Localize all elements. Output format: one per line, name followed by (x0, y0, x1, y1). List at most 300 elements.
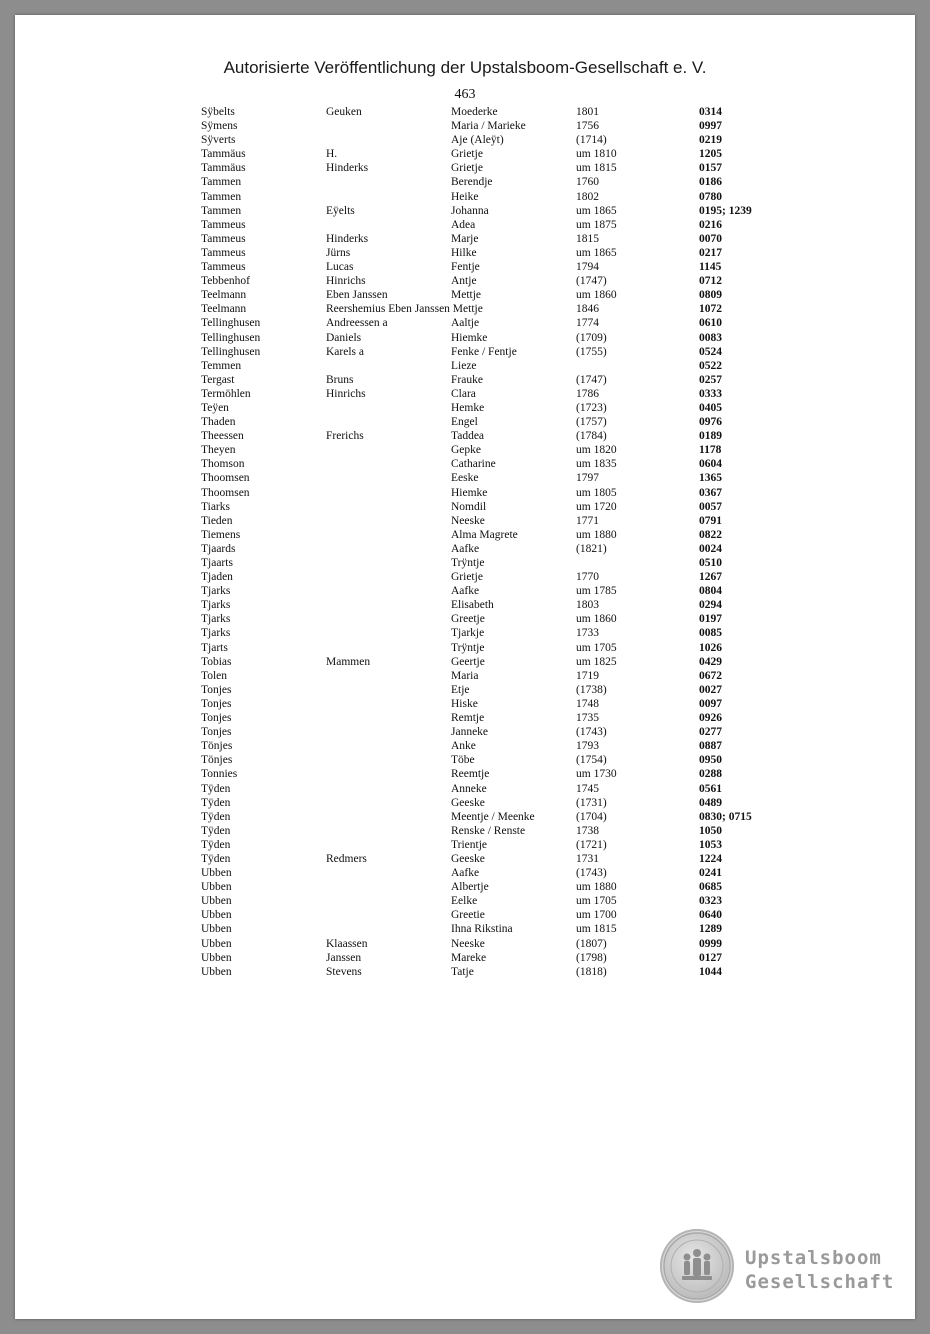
register-row (15, 894, 915, 908)
entry-reference-number: 0195; 1239 (699, 204, 752, 217)
entry-year: um 1835 (576, 458, 617, 471)
entry-reference-number: 0027 (699, 683, 722, 696)
entry-surname: Thomson (201, 458, 245, 471)
entry-year: um 1810 (576, 148, 617, 161)
entry-surname: Tonjes (201, 726, 232, 739)
entry-first-name: Aafke (451, 585, 480, 598)
entry-patronym: Jürns (326, 246, 351, 259)
entry-surname: Sÿverts (201, 134, 236, 147)
entry-first-name: Berendje (451, 176, 493, 189)
entry-reference-number: 0127 (699, 951, 722, 964)
register-row (15, 598, 915, 612)
entry-first-name: Hiemke (451, 486, 488, 499)
entry-first-name: Aje (Aleÿt) (451, 134, 504, 147)
entry-year: 1719 (576, 669, 599, 682)
entry-first-name: Maria / Marieke (451, 120, 526, 133)
entry-surname: Tjaden (201, 571, 233, 584)
entry-year: (1747) (576, 275, 607, 288)
entry-first-name: Alma Magrete (451, 528, 518, 541)
entry-surname: Tammeus (201, 261, 246, 274)
entry-first-name: Hemke (451, 401, 485, 414)
entry-surname: Temmen (201, 359, 242, 372)
entry-surname: Tellinghusen (201, 317, 261, 330)
entry-reference-number: 1267 (699, 571, 722, 584)
entry-patronym: Lucas (326, 261, 354, 274)
entry-year: um 1880 (576, 881, 617, 894)
entry-first-name: Renske / Renste (451, 824, 526, 837)
register-row (15, 556, 915, 570)
register-row (15, 951, 915, 965)
entry-first-name: Geeske (451, 852, 485, 865)
entry-year: (1784) (576, 430, 607, 443)
entry-reference-number: 0712 (699, 275, 722, 288)
entry-surname: Tjarks (201, 613, 231, 626)
entry-first-name: Frauke (451, 373, 483, 386)
entry-first-name: Nomdil (451, 500, 487, 513)
entry-surname: Tammen (201, 204, 242, 217)
entry-reference-number: 0685 (699, 881, 722, 894)
entry-surname: Thoomsen (201, 486, 250, 499)
register-row (15, 429, 915, 443)
entry-first-name: Moederke (451, 106, 498, 118)
entry-first-name: Trÿntje (451, 557, 485, 569)
entry-reference-number: 0610 (699, 317, 722, 330)
entry-first-name: Grietje (451, 162, 483, 175)
document-page (15, 15, 915, 1319)
register-row (15, 697, 915, 711)
entry-year: um 1820 (576, 444, 617, 457)
register-row (15, 908, 915, 922)
entry-surname: Tÿden (201, 796, 231, 809)
register-row (15, 246, 915, 260)
entry-first-name: Trÿntje (451, 641, 485, 654)
register-row (15, 626, 915, 640)
entry-surname: Tÿden (201, 852, 231, 865)
entry-reference-number: 0640 (699, 909, 722, 922)
entry-first-name: Remtje (451, 712, 485, 725)
entry-year: (1807) (576, 937, 607, 950)
entry-year: um 1825 (576, 655, 617, 668)
register-row (15, 739, 915, 753)
entry-year: (1714) (576, 134, 607, 147)
entry-year: (1754) (576, 754, 607, 767)
entry-surname: Teÿen (201, 401, 229, 414)
entry-year: um 1720 (576, 500, 617, 513)
entry-surname: Termöhlen (201, 387, 251, 400)
entry-surname: Tergast (201, 373, 235, 386)
entry-reference-number: 0999 (699, 937, 722, 950)
register-row (15, 880, 915, 894)
entry-surname: Tönjes (201, 754, 233, 767)
entry-year: 1735 (576, 712, 599, 725)
entry-patronym: Hinderks (326, 162, 369, 175)
entry-surname: Ubben (201, 909, 232, 922)
entry-surname: Tolen (201, 669, 228, 682)
entry-reference-number: 0822 (699, 528, 722, 541)
entry-year: 1815 (576, 232, 599, 245)
entry-year: (1757) (576, 416, 607, 429)
entry-year: um 1865 (576, 246, 617, 259)
entry-reference-number: 0524 (699, 345, 722, 358)
register-row (15, 810, 915, 824)
register-row (15, 232, 915, 246)
entry-year: 1771 (576, 514, 599, 527)
entry-year: (1709) (576, 331, 607, 344)
entry-year: (1755) (576, 345, 607, 358)
entry-first-name: Fenke / Fentje (451, 345, 517, 358)
entry-reference-number: 0070 (699, 232, 722, 245)
entry-first-name: Aafke (451, 542, 480, 555)
entry-year: 1745 (576, 782, 599, 795)
entry-reference-number: 0314 (699, 106, 722, 118)
register-row (15, 655, 915, 669)
register-row (15, 316, 915, 330)
entry-surname: Tammäus (201, 162, 246, 175)
watermark-line-1: Upstalsboom (745, 1247, 882, 1269)
entry-surname: Sÿbelts (201, 106, 235, 118)
entry-reference-number: 0561 (699, 782, 722, 795)
name-register-list (15, 105, 915, 979)
entry-first-name: Ihna Rikstina (451, 923, 513, 936)
entry-surname: Tammen (201, 176, 242, 189)
register-row (15, 345, 915, 359)
register-row (15, 528, 915, 542)
entry-reference-number: 1178 (699, 444, 722, 457)
entry-surname: Tjarks (201, 599, 231, 612)
register-row (15, 204, 915, 218)
register-row (15, 302, 915, 316)
register-row (15, 711, 915, 725)
entry-reference-number: 1145 (699, 261, 722, 274)
register-row (15, 767, 915, 781)
entry-year: 1794 (576, 261, 599, 274)
entry-reference-number: 0804 (699, 585, 722, 598)
entry-patronym: Reershemius Eben Janssen Mettje (326, 303, 483, 316)
entry-reference-number: 1050 (699, 824, 722, 837)
register-row (15, 415, 915, 429)
entry-surname: Tiarks (201, 500, 230, 513)
entry-patronym: Bruns (326, 373, 354, 386)
entry-surname: Sÿmens (201, 120, 238, 133)
entry-reference-number: 1044 (699, 965, 722, 978)
register-row (15, 866, 915, 880)
entry-surname: Tönjes (201, 740, 233, 753)
entry-first-name: Tatje (451, 965, 474, 978)
page-number: 463 (454, 87, 476, 102)
entry-surname: Tjarks (201, 627, 231, 640)
entry-surname: Ubben (201, 965, 232, 978)
entry-year: 1846 (576, 303, 599, 316)
register-row (15, 471, 915, 485)
register-row (15, 147, 915, 161)
entry-reference-number: 0085 (699, 627, 722, 640)
entry-reference-number: 0405 (699, 401, 722, 414)
entry-patronym: Hinderks (326, 232, 369, 245)
entry-first-name: Heike (451, 190, 479, 203)
entry-surname: Tellinghusen (201, 331, 261, 344)
entry-year: 1756 (576, 120, 599, 133)
register-row (15, 500, 915, 514)
entry-surname: Teelmann (201, 303, 247, 316)
entry-year: 1797 (576, 472, 599, 485)
entry-surname: Tÿden (201, 810, 231, 823)
entry-first-name: Etje (451, 683, 470, 696)
entry-patronym: Redmers (326, 852, 367, 865)
entry-surname: Ubben (201, 895, 232, 908)
entry-reference-number: 0780 (699, 190, 722, 203)
register-row (15, 331, 915, 345)
entry-first-name: Hiemke (451, 331, 488, 344)
entry-year: (1704) (576, 810, 607, 823)
entry-surname: Tobias (201, 655, 232, 668)
watermark-logo (745, 1246, 894, 1294)
entry-surname: Tjarks (201, 585, 231, 598)
register-row (15, 274, 915, 288)
register-row (15, 612, 915, 626)
entry-surname: Tonjes (201, 683, 232, 696)
register-row (15, 457, 915, 471)
entry-reference-number: 0976 (699, 416, 722, 429)
entry-year: (1721) (576, 838, 607, 851)
entry-surname: Tjaarts (201, 557, 233, 569)
entry-first-name: Mareke (451, 951, 487, 964)
entry-reference-number: 0083 (699, 331, 722, 344)
entry-surname: Teelmann (201, 289, 247, 302)
entry-reference-number: 0830; 0715 (699, 810, 752, 823)
entry-first-name: Anneke (451, 782, 487, 795)
entry-surname: Tebbenhof (201, 275, 251, 288)
entry-patronym: Klaassen (326, 937, 368, 950)
entry-first-name: Catharine (451, 458, 496, 471)
register-row (15, 570, 915, 584)
entry-patronym: Geuken (326, 106, 362, 118)
entry-first-name: Albertje (451, 881, 489, 894)
entry-year: 1760 (576, 176, 599, 189)
entry-reference-number: 0809 (699, 289, 722, 302)
entry-year: um 1730 (576, 768, 617, 781)
entry-first-name: Grietje (451, 148, 483, 161)
publication-header: Autorisierte Veröffentlichung der Upstalsboom-Gesellschaft e. V. (223, 58, 707, 77)
entry-year: 1801 (576, 106, 599, 118)
register-row (15, 260, 915, 274)
entry-year: (1743) (576, 726, 607, 739)
entry-surname: Ubben (201, 937, 232, 950)
entry-year: um 1860 (576, 289, 617, 302)
register-row (15, 796, 915, 810)
entry-first-name: Trientje (451, 838, 487, 851)
entry-patronym: Hinrichs (326, 275, 366, 288)
entry-year: um 1815 (576, 162, 617, 175)
entry-reference-number: 0186 (699, 176, 722, 189)
entry-year: (1738) (576, 683, 607, 696)
entry-surname: Theessen (201, 430, 244, 443)
entry-first-name: Geeske (451, 796, 485, 809)
entry-first-name: Neeske (451, 937, 485, 950)
entry-reference-number: 0241 (699, 867, 722, 880)
register-row (15, 922, 915, 936)
entry-surname: Thaden (201, 416, 236, 429)
entry-first-name: Aaltje (451, 317, 480, 330)
register-row (15, 119, 915, 133)
register-row (15, 753, 915, 767)
entry-year: (1747) (576, 373, 607, 386)
register-row (15, 359, 915, 373)
entry-year: (1821) (576, 542, 607, 555)
entry-reference-number: 0294 (699, 599, 722, 612)
register-row (15, 373, 915, 387)
entry-first-name: Anke (451, 740, 476, 753)
entry-first-name: Fentje (451, 261, 480, 274)
entry-surname: Tammeus (201, 218, 246, 231)
entry-year: (1743) (576, 867, 607, 880)
entry-surname: Tonjes (201, 697, 232, 710)
entry-reference-number: 0323 (699, 895, 722, 908)
entry-surname: Ubben (201, 923, 232, 936)
register-row (15, 443, 915, 457)
entry-surname: Thoomsen (201, 472, 250, 485)
entry-year: um 1705 (576, 895, 617, 908)
entry-reference-number: 1072 (699, 303, 722, 316)
entry-reference-number: 0429 (699, 655, 722, 668)
entry-first-name: Tjarkje (451, 627, 485, 640)
register-row (15, 965, 915, 979)
entry-first-name: Janneke (451, 726, 489, 739)
entry-surname: Tonnies (201, 768, 238, 781)
entry-year: um 1700 (576, 909, 617, 922)
entry-patronym: Janssen (326, 951, 362, 964)
entry-patronym: Daniels (326, 331, 362, 344)
entry-first-name: Marje (451, 232, 479, 245)
register-row (15, 486, 915, 500)
entry-year: um 1880 (576, 528, 617, 541)
entry-year: 1748 (576, 697, 599, 710)
register-row (15, 105, 915, 119)
register-row (15, 133, 915, 147)
register-row (15, 218, 915, 232)
entry-year: 1733 (576, 627, 599, 640)
entry-reference-number: 0277 (699, 726, 722, 739)
entry-surname: Tjaards (201, 542, 236, 555)
entry-reference-number: 0887 (699, 740, 722, 753)
entry-reference-number: 0489 (699, 796, 722, 809)
entry-year: 1774 (576, 317, 599, 330)
entry-patronym: Hinrichs (326, 387, 366, 400)
entry-first-name: Hilke (451, 246, 477, 259)
register-row (15, 190, 915, 204)
entry-reference-number: 0997 (699, 120, 722, 133)
entry-reference-number: 1205 (699, 148, 722, 161)
entry-reference-number: 0672 (699, 669, 722, 682)
entry-year: um 1815 (576, 923, 617, 936)
register-row (15, 683, 915, 697)
entry-reference-number: 1026 (699, 641, 722, 654)
entry-first-name: Adea (451, 218, 476, 231)
entry-reference-number: 0333 (699, 387, 722, 400)
register-row (15, 782, 915, 796)
entry-reference-number: 0522 (699, 359, 722, 372)
entry-surname: Tÿden (201, 782, 231, 795)
entry-first-name: Greetje (451, 613, 485, 626)
entry-reference-number: 0219 (699, 134, 722, 147)
entry-year: (1798) (576, 951, 607, 964)
entry-reference-number: 0791 (699, 514, 722, 527)
entry-reference-number: 1053 (699, 838, 722, 851)
register-row (15, 175, 915, 189)
entry-year: (1818) (576, 965, 607, 978)
entry-year: (1723) (576, 401, 607, 414)
entry-reference-number: 0189 (699, 430, 722, 443)
entry-reference-number: 0257 (699, 373, 722, 386)
entry-year: um 1875 (576, 218, 617, 231)
register-row (15, 937, 915, 951)
register-row (15, 288, 915, 302)
entry-patronym: Eÿelts (326, 204, 355, 217)
entry-reference-number: 0288 (699, 768, 722, 781)
entry-patronym: Karels a (326, 345, 364, 358)
entry-patronym: Mammen (326, 655, 371, 668)
register-row (15, 838, 915, 852)
entry-year: 1793 (576, 740, 599, 753)
entry-year: um 1705 (576, 641, 617, 654)
entry-reference-number: 0197 (699, 613, 722, 626)
entry-year: um 1860 (576, 613, 617, 626)
entry-year: 1803 (576, 599, 599, 612)
register-row (15, 669, 915, 683)
entry-patronym: Andreessen a (326, 317, 388, 330)
entry-surname: Tammeus (201, 246, 246, 259)
entry-reference-number: 0604 (699, 458, 722, 471)
entry-first-name: Reemtje (451, 768, 490, 781)
entry-year: 1786 (576, 387, 599, 400)
entry-year: um 1805 (576, 486, 617, 499)
entry-reference-number: 0157 (699, 162, 722, 175)
entry-year: 1731 (576, 852, 599, 865)
entry-surname: Ubben (201, 867, 232, 880)
entry-reference-number: 0367 (699, 486, 722, 499)
entry-first-name: Neeske (451, 514, 485, 527)
entry-year: 1738 (576, 824, 599, 837)
entry-first-name: Gepke (451, 444, 482, 457)
entry-reference-number: 0216 (699, 218, 722, 231)
watermark-line-2: Gesellschaft (745, 1271, 895, 1293)
register-row (15, 387, 915, 401)
register-row (15, 584, 915, 598)
entry-year: um 1785 (576, 585, 617, 598)
entry-first-name: Taddea (451, 430, 485, 443)
entry-reference-number: 0950 (699, 754, 722, 767)
entry-first-name: Mettje (451, 289, 482, 302)
entry-surname: Tjarts (201, 641, 228, 654)
entry-first-name: Hiske (451, 697, 478, 710)
entry-first-name: Eeske (451, 472, 479, 485)
entry-surname: Tellinghusen (201, 345, 261, 358)
entry-surname: Tammen (201, 190, 242, 203)
entry-surname: Ubben (201, 881, 232, 894)
entry-first-name: Johanna (451, 204, 489, 217)
register-row (15, 542, 915, 556)
register-row (15, 852, 915, 866)
entry-first-name: Engel (451, 416, 478, 429)
entry-first-name: Antje (451, 275, 477, 288)
entry-reference-number: 0217 (699, 246, 722, 259)
register-row (15, 514, 915, 528)
register-row (15, 725, 915, 739)
entry-surname: Tammeus (201, 232, 246, 245)
entry-first-name: Maria (451, 669, 479, 682)
society-seal-icon (660, 1229, 734, 1303)
entry-patronym: H. (326, 148, 338, 161)
entry-year: 1802 (576, 190, 599, 203)
